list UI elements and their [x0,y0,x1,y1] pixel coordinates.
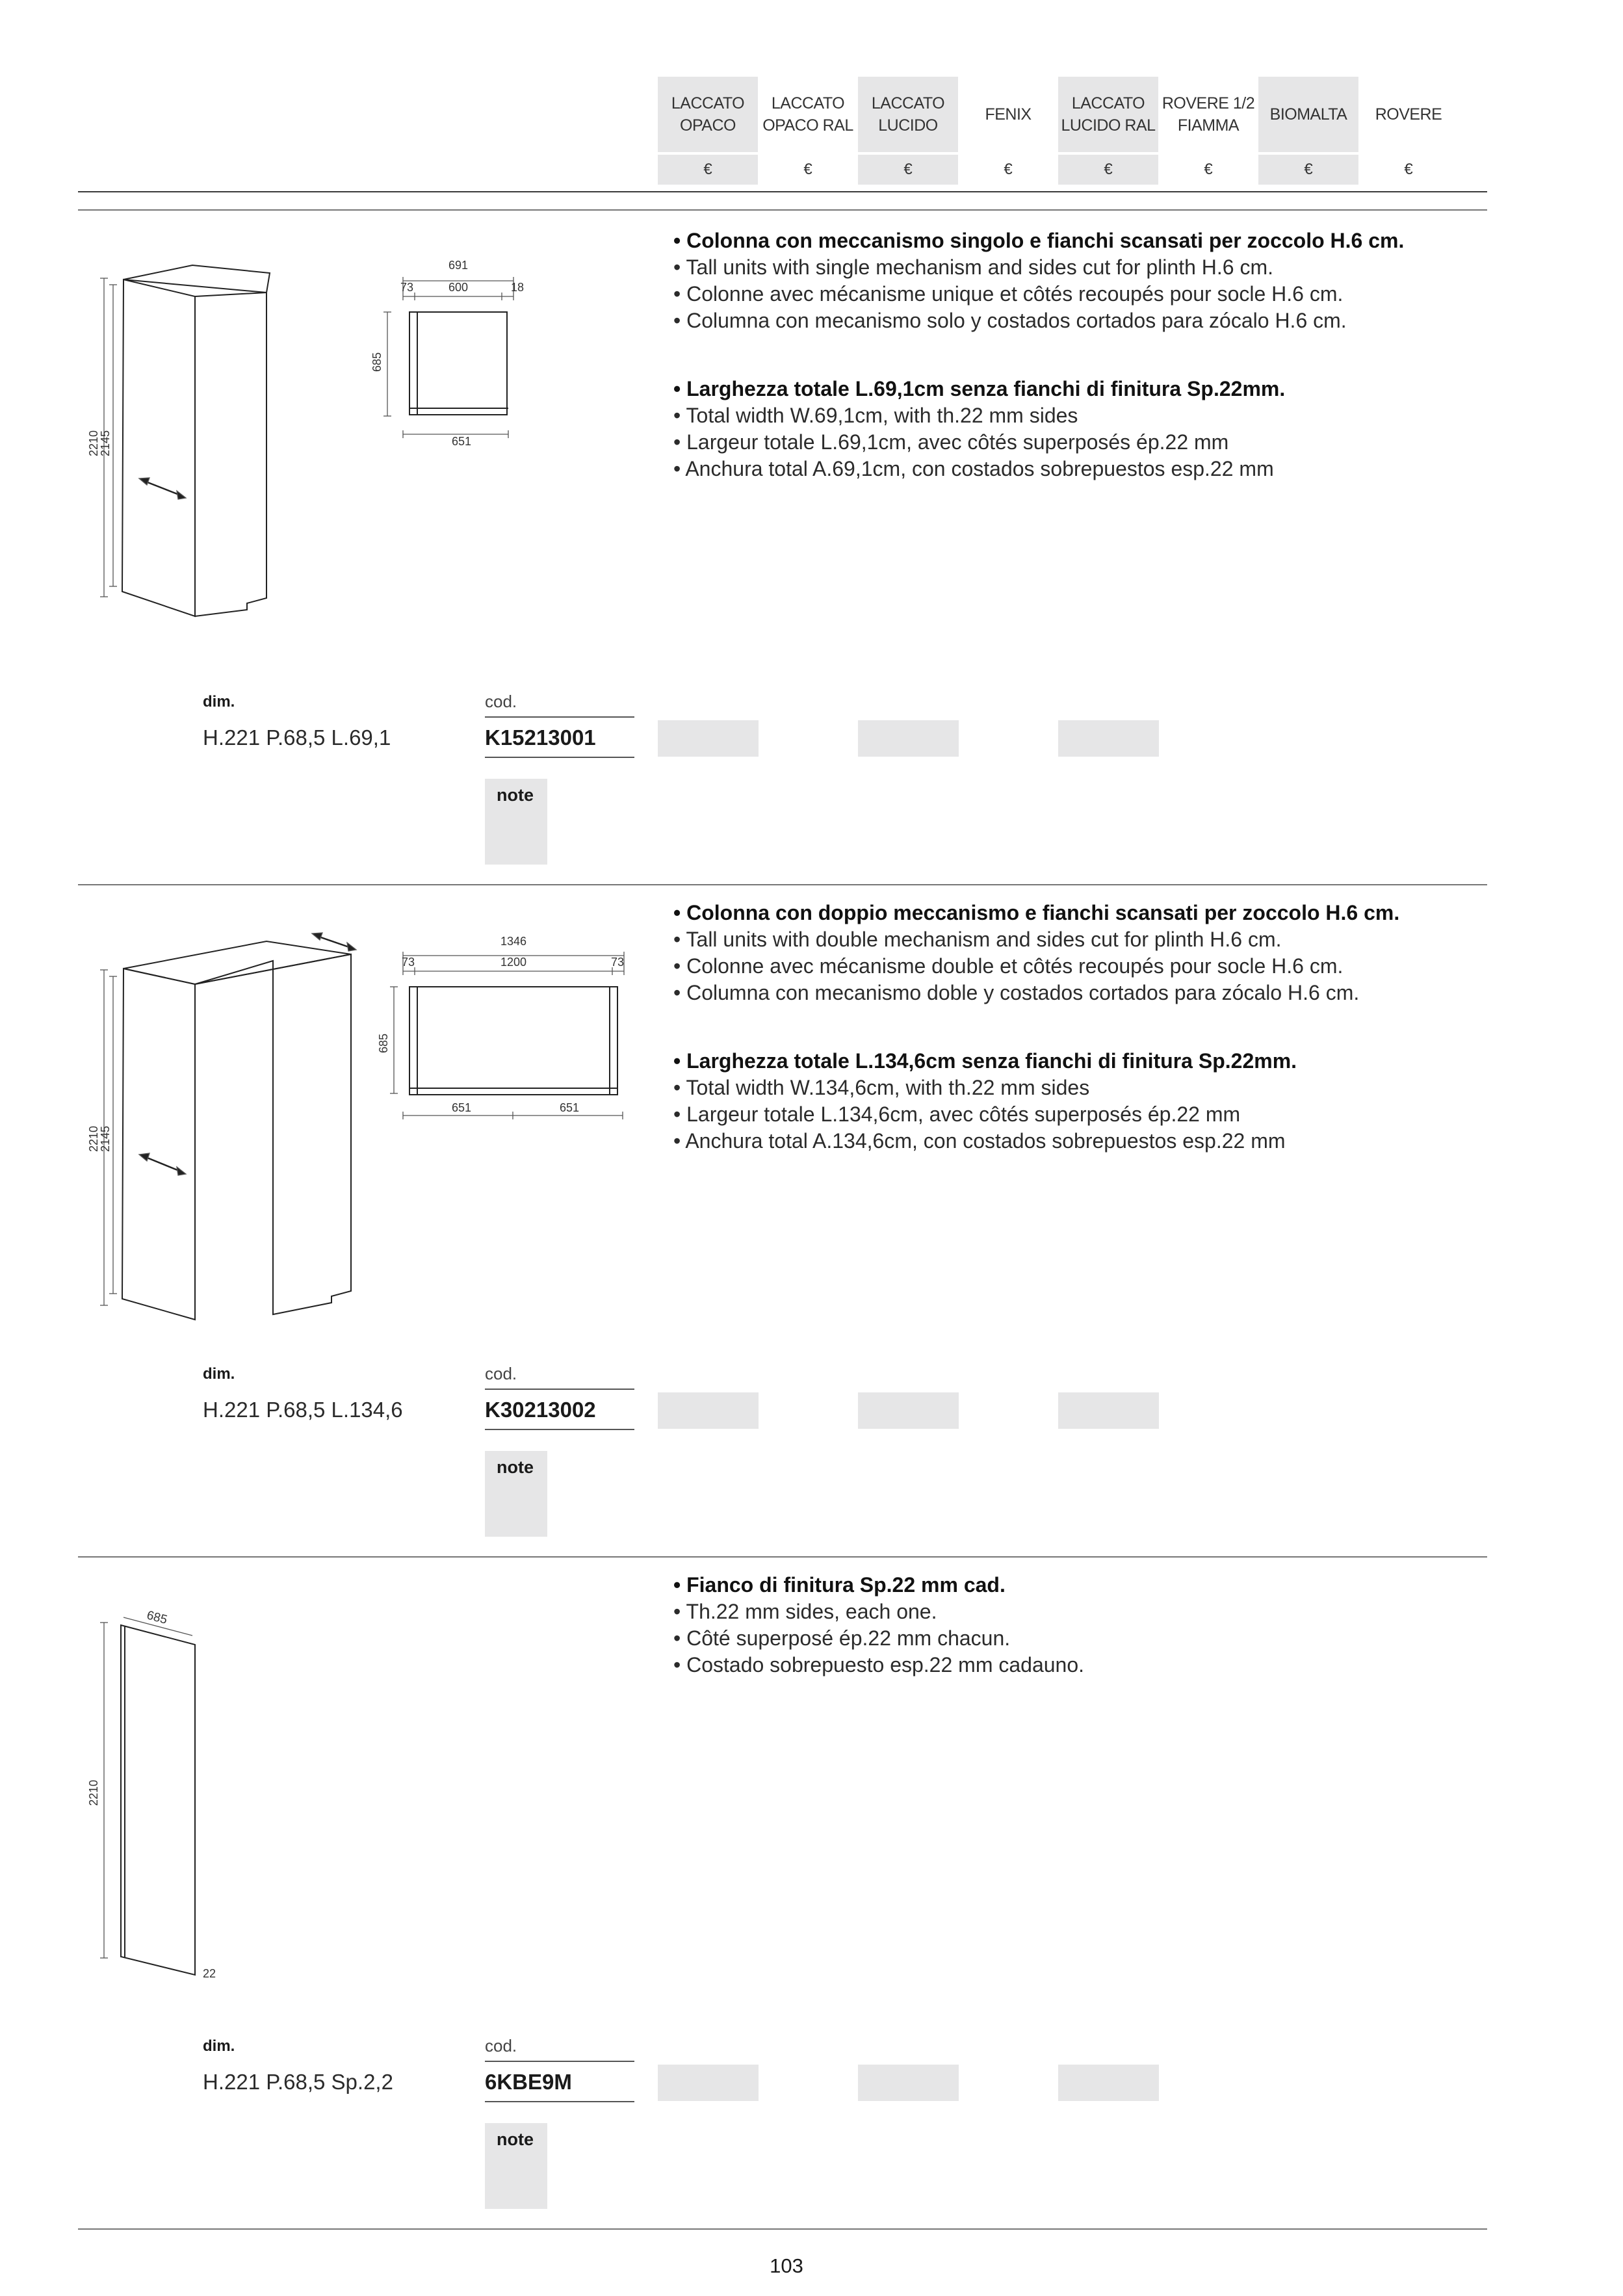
thickness-label: 22 [203,1967,216,1980]
price-cell [858,720,959,757]
product-1-code: K15213001 [485,725,596,750]
finish-col-rovere-fiamma: ROVERE 1/2 FIAMMA [1162,94,1255,135]
product-3-description: • Fianco di finitura Sp.22 mm cad. • Th.22 mm sides, each one. • Côté superposé ép.22 mm chacun. • Costado sobrepuesto esp.22 mm cadauno. [673,1572,1486,1678]
depth-label: 685 [145,1608,169,1627]
currency-cell: € [1204,161,1213,178]
header-divider [78,191,1487,192]
height-outer-label: 2210 [87,430,100,456]
product-3-code: 6KBE9M [485,2070,572,2094]
price-cell [1058,1392,1159,1429]
price-cell [1058,720,1159,757]
bottom-left-label: 651 [451,1101,472,1114]
finish-col-biomalta: BIOMALTA [1258,77,1358,152]
top-right-label: 18 [510,281,525,294]
footer-divider [78,2228,1487,2230]
code-rule-top [485,2061,634,2062]
product-1-perspective-drawing [71,254,331,637]
dim-label: dim. [203,693,235,711]
cod-label: cod. [485,2036,517,2055]
currency-cell: € [1058,155,1158,185]
product-3-side-panel-drawing [71,1599,266,1989]
height-inner-label: 2145 [99,430,112,456]
height-inner-label: 2145 [99,1125,112,1152]
finish-col-laccato-lucido: LACCATO LUCIDO [858,77,958,152]
product-3-dimensions: H.221 P.68,5 Sp.2,2 [203,2070,393,2094]
depth-label: 685 [377,1033,390,1053]
code-rule-top [485,716,634,718]
price-cell [858,1392,959,1429]
height-outer-label: 2210 [87,1125,100,1152]
product-2-perspective-drawing [71,917,377,1333]
currency-cell: € [1258,155,1358,185]
top-right-label: 73 [610,956,625,969]
currency-cell: € [858,155,958,185]
finish-col-laccato-opaco-ral: LACCATO OPACO RAL [762,94,853,135]
code-rule-bottom [485,2101,634,2102]
section-divider [78,1556,1487,1558]
top-left-label: 73 [400,281,414,294]
cod-label: cod. [485,1364,517,1383]
finish-col-fenix: FENIX [985,105,1032,124]
finish-col-laccato-opaco: LACCATO OPACO [658,77,758,152]
product-1-description: • Colonna con meccanismo singolo e fianchi scansati per zoccolo H.6 cm. • Tall units with single mechanism and sides cut for plinth H.6 cm. • Colonne avec mécanisme unique et côtés recoupés pour socle H.6 cm. • Columna con mecanismo solo y costados cortados para zócalo H.6 cm. • Larghezza totale L.69,1cm senza fianchi di finitura Sp.22mm. • Total width W.69,1cm, with th.22 mm sides • Largeur totale L.69,1cm, avec côtés superposés ép.22 mm • Anchura total A.69,1cm, con costados sobrepuestos esp.22 mm [673,228,1486,482]
currency-cell: € [658,155,758,185]
code-rule-top [485,1389,634,1390]
product-1-plan-drawing [364,254,533,449]
page-number: 103 [770,2254,803,2277]
section-divider [78,884,1487,885]
top-total-label: 691 [448,259,469,272]
product-1-dimensions: H.221 P.68,5 L.69,1 [203,725,391,750]
dim-label: dim. [203,2037,235,2055]
note-box: note [485,779,547,865]
top-mid-label: 1200 [500,956,527,969]
code-rule-bottom [485,757,634,758]
currency-cell: € [1404,161,1413,178]
product-2-code: K30213002 [485,1398,596,1422]
dim-label: dim. [203,1365,235,1383]
product-2-description: • Colonna con doppio meccanismo e fianchi scansati per zoccolo H.6 cm. • Tall units with double mechanism and sides cut for plinth H.6 cm. • Colonne avec mécanisme double et côtés recoupés pour socle H.6 cm. • Columna con mecanismo doble y costados cortados para zócalo H.6 cm. • Larghezza totale L.134,6cm senza fianchi di finitura Sp.22mm. • Total width W.134,6cm, with th.22 mm sides • Largeur totale L.134,6cm, avec côtés superposés ép.22 mm • Anchura total A.134,6cm, con costados sobrepuestos esp.22 mm [673,900,1486,1155]
product-title-it: • Colonna con meccanismo singolo e fianchi scansati per zoccolo H.6 cm. [673,229,1405,252]
bottom-right-label: 651 [559,1101,580,1114]
price-cell [658,1392,759,1429]
currency-cell: € [803,161,812,178]
top-mid-label: 600 [448,281,469,294]
currency-cell: € [1004,161,1013,178]
top-left-label: 73 [401,956,415,969]
section-divider [78,209,1487,211]
height-label: 2210 [87,1779,100,1806]
bottom-label: 651 [451,435,472,448]
product-title-it: • Colonna con doppio meccanismo e fianchi scansati per zoccolo H.6 cm. [673,901,1400,924]
note-box: note [485,1451,547,1537]
price-cell [858,2065,959,2101]
price-cell [658,720,759,757]
cod-label: cod. [485,692,517,711]
depth-label: 685 [370,352,383,372]
note-box: note [485,2123,547,2209]
finish-col-rovere: ROVERE [1375,105,1442,124]
price-cell [1058,2065,1159,2101]
product-2-plan-drawing [364,917,637,1131]
product-title-it: • Fianco di finitura Sp.22 mm cad. [673,1573,1006,1597]
finish-col-laccato-lucido-ral: LACCATO LUCIDO RAL [1058,77,1158,152]
code-rule-bottom [485,1429,634,1430]
product-2-dimensions: H.221 P.68,5 L.134,6 [203,1398,403,1422]
top-total-label: 1346 [500,935,527,948]
price-cell [658,2065,759,2101]
